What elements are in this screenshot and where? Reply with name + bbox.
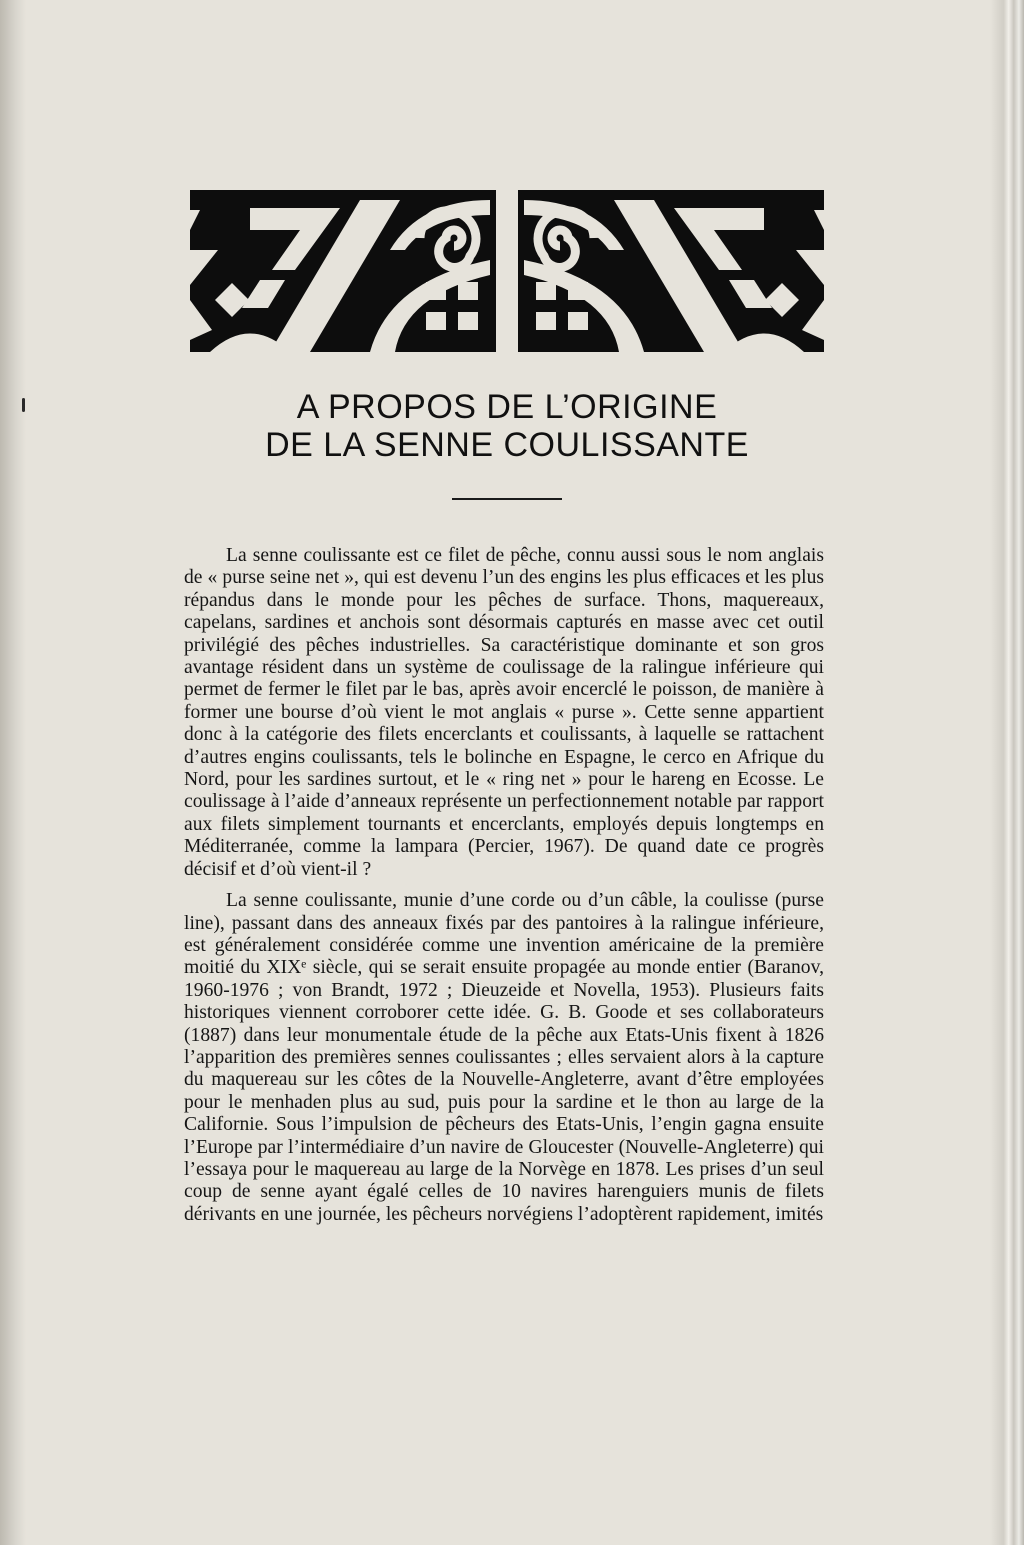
title-line-1: A PROPOS DE L’ORIGINE [296, 388, 718, 426]
page-edges [990, 0, 1024, 1545]
title-divider [452, 498, 562, 500]
decorative-band-icon [190, 190, 824, 352]
paragraph-2: La senne coulissante, munie d’une corde ou d’un câble, la coulisse (purse line), passant dans des anneaux fixés par des pantoires à la ralingue inférieure, est généralement considérée comme une invention américaine de la première moitié du XIXᵉ siècle, qui se serait ensuite propagée au monde entier (Baranov, 1960-1976 ; von Brandt, 1972 ; Dieuzeide et Novella, 1953). Plusieurs faits historiques viennent corroborer cette idée. G. B. Goode et ses collaborateurs (1887) dans leur monumentale étude de la pêche aux Etats-Unis fixent à 1826 l’apparition des premières sennes coulissantes ; elles servaient alors à la capture du maquereau sur les côtes de la Nouvelle-Angleterre, avant d’être employées pour le menhaden plus au sud, puis pour la sardine et le thon au large de la Californie. Sous l’impulsion de pêcheurs des Etats-Unis, l’engin gagna ensuite l’Europe par l’intermédiaire d’un navire de Gloucester (Nouvelle-Angleterre) qui l’essaya pour le maquereau au large de la Norvège en 1878. Les prises d’un seul coup de senne ayant égalé celles de 10 navires harenguiers munis de filets dérivants en une journée, les pêcheurs norvégiens l’adoptèrent rapidement, imités [184, 890, 824, 1225]
title-line-2: DE LA SENNE COULISSANTE [265, 426, 749, 464]
article-body [184, 545, 824, 1235]
page-gutter [0, 0, 26, 1545]
binding-mark [22, 398, 25, 412]
page-title [150, 388, 864, 464]
paragraph-1: La senne coulissante est ce filet de pêche, connu aussi sous le nom anglais de « purse seine net », qui est devenu l’un des engins les plus efficaces et les plus répandus dans le monde pour les pêches de surface. Thons, maquereaux, capelans, sardines et anchois sont désormais capturés en masse avec cet outil privilégié des pêches industrielles. Sa caractéristique dominante et son gros avantage résident dans un système de coulissage de la ralingue inférieure qui permet de fermer le filet par le bas, après avoir encerclé le poisson, de manière à former une bourse d’où vient le mot anglais « purse ». Cette senne appartient donc à la catégorie des filets encerclants et coulissants, à laquelle se rattachent d’autres engins coulissants, tels le bolinche en Espagne, le cerco en Afrique du Nord, pour les sardines surtout, et le « ring net » pour le hareng en Ecosse. Le coulissage à l’aide d’anneaux représente un perfectionnement notable par rapport aux filets simplement tournants et encerclants, employés depuis longtemps en Méditerranée, comme la lampara (Percier, 1967). De quand date ce progrès décisif et d’où vient-il ? [184, 545, 824, 880]
